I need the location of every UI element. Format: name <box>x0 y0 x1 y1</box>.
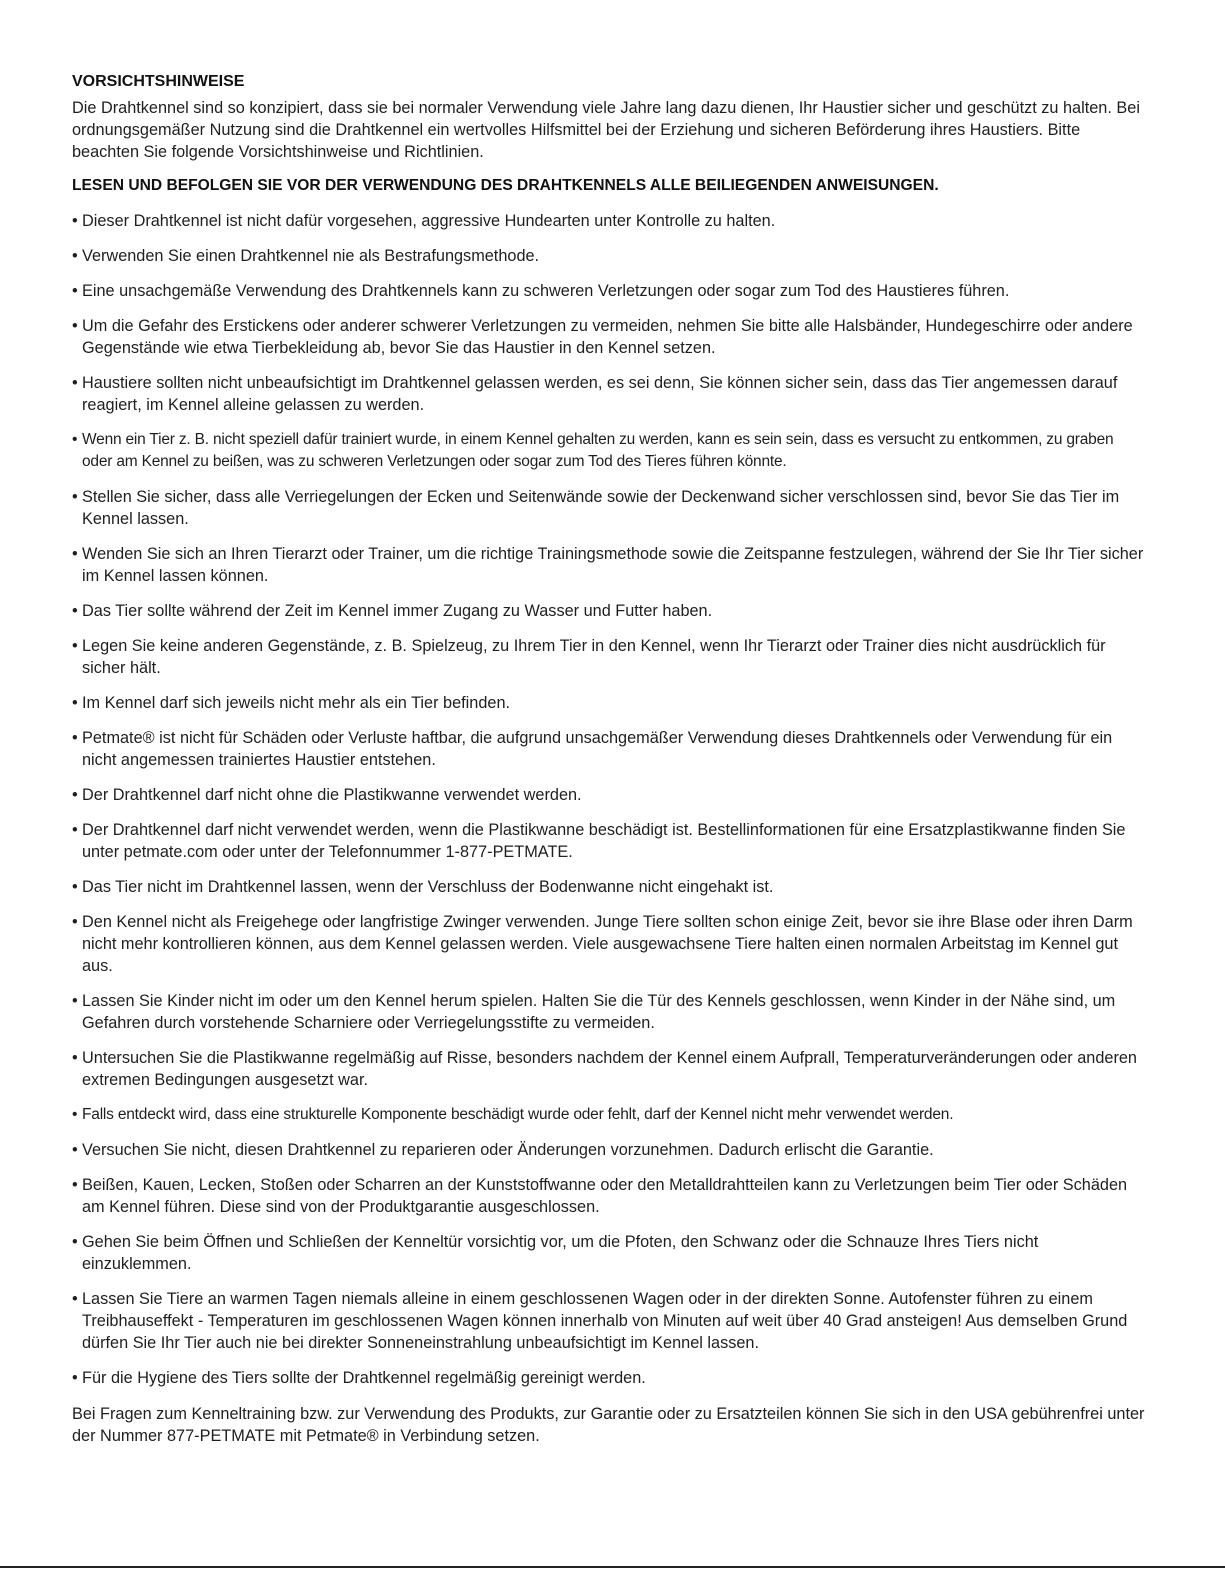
bullet-icon: • <box>72 247 78 265</box>
bullet-icon: • <box>72 1290 78 1308</box>
precaution-text: Lassen Sie Tiere an warmen Tagen niemals alleine in einem geschlossenen Wagen oder in der direkten Sonne. Autofenster führen zu einem Treibhauseffekt - Temperaturen im geschlossenen Wagen können innerhalb von Minuten auf weit über 40 Grad ansteigen! Aus demselben Grund dürfen Sie Ihr Tier auch nie bei direkter Sonneneinstrahlung unbeaufsichtigt im Kennel lassen. <box>82 1290 1128 1352</box>
precaution-text: Verwenden Sie einen Drahtkennel nie als Bestrafungsmethode. <box>82 247 540 265</box>
bullet-icon: • <box>72 1176 78 1194</box>
precaution-item <box>72 280 1147 302</box>
precaution-text: Wenn ein Tier z. B. nicht speziell dafür trainiert wurde, in einem Kennel gehalten zu werden, kann es sein sein, dass es versucht zu entkommen, zu graben oder am Kennel zu beißen, was zu schweren Verletzungen oder sogar zum Tod des Tieres führen könnte. <box>82 431 1114 470</box>
precaution-item <box>72 1231 1147 1275</box>
precaution-item <box>72 911 1147 977</box>
precaution-item <box>72 635 1147 679</box>
precaution-text: Legen Sie keine anderen Gegenstände, z. B. Spielzeug, zu Ihrem Tier in den Kennel, wenn Ihr Tierarzt oder Trainer dies nicht ausdrücklich für sicher hält. <box>82 637 1106 677</box>
precaution-item <box>72 1288 1147 1354</box>
precaution-item <box>72 784 1147 806</box>
document-page <box>72 71 1147 1447</box>
precaution-item <box>72 486 1147 530</box>
precaution-text: Falls entdeckt wird, dass eine strukturelle Komponente beschädigt wurde oder fehlt, darf der Kennel nicht mehr verwendet werden. <box>82 1106 954 1123</box>
precaution-item <box>72 1047 1147 1091</box>
precaution-text: Gehen Sie beim Öffnen und Schließen der Kenneltür vorsichtig vor, um die Pfoten, den Schwanz oder die Schnauze Ihres Tiers nicht einzuklemmen. <box>82 1233 1039 1273</box>
precaution-item <box>72 315 1147 359</box>
precaution-text: Lassen Sie Kinder nicht im oder um den Kennel herum spielen. Halten Sie die Tür des Kennels geschlossen, wenn Kinder in der Nähe sind, um Gefahren durch vorstehende Scharniere oder Verriegelungsstifte zu vermeiden. <box>82 992 1116 1032</box>
instruction-heading: LESEN UND BEFOLGEN SIE VOR DER VERWENDUNG DES DRAHTKENNELS ALLE BEILIEGENDEN ANWEISUNGEN. <box>72 177 939 194</box>
bullet-icon: • <box>72 1106 78 1123</box>
precaution-item <box>72 727 1147 771</box>
bullet-icon: • <box>72 992 78 1010</box>
precaution-item <box>72 1367 1147 1389</box>
bullet-icon: • <box>72 374 78 392</box>
precaution-text: Untersuchen Sie die Plastikwanne regelmäßig auf Risse, besonders nachdem der Kennel einem Aufprall, Temperaturveränderungen oder anderen extremen Bedingungen ausgesetzt war. <box>82 1049 1137 1089</box>
bullet-icon: • <box>72 878 78 896</box>
precaution-item <box>72 990 1147 1034</box>
precaution-text: Petmate® ist nicht für Schäden oder Verluste haftbar, die aufgrund unsachgemäßer Verwendung dieses Drahtkennels oder Verwendung für ein nicht angemessen trainiertes Haustier entstehen. <box>82 729 1113 769</box>
bullet-icon: • <box>72 729 78 747</box>
precaution-item <box>72 210 1147 232</box>
precaution-text: Beißen, Kauen, Lecken, Stoßen oder Scharren an der Kunststoffwanne oder den Metalldrahtteilen kann zu Verletzungen beim Tier oder Schäden am Kennel führen. Diese sind von der Produktgarantie ausgeschlossen. <box>82 1176 1128 1216</box>
closing-paragraph: Bei Fragen zum Kenneltraining bzw. zur Verwendung des Produkts, zur Garantie oder zu Ersatzteilen können Sie sich in den USA gebührenfrei unter der Nummer 877-PETMATE mit Petmate® in Verbindung setzen. <box>72 1405 1145 1445</box>
bullet-icon: • <box>72 545 78 563</box>
precaution-item <box>72 1104 1147 1126</box>
bullet-icon: • <box>72 1369 78 1387</box>
bullet-icon: • <box>72 1049 78 1067</box>
bullet-icon: • <box>72 1233 78 1251</box>
bullet-icon: • <box>72 913 78 931</box>
bullet-icon: • <box>72 786 78 804</box>
precaution-text: Der Drahtkennel darf nicht verwendet werden, wenn die Plastikwanne beschädigt ist. Bestellinformationen für eine Ersatzplastikwanne finden Sie unter petmate.com oder unter der Telefonnummer 1-877-PETMATE. <box>82 821 1126 861</box>
bullet-icon: • <box>72 488 78 506</box>
precaution-text: Den Kennel nicht als Freigehege oder langfristige Zwinger verwenden. Junge Tiere sollten schon einige Zeit, bevor sie ihre Blase oder ihren Darm nicht mehr kontrollieren können, aus dem Kennel gelassen werden. Viele ausgewachsene Tiere halten einen normalen Arbeitstag im Kennel gut aus. <box>82 913 1133 975</box>
precaution-text: Um die Gefahr des Erstickens oder anderer schwerer Verletzungen zu vermeiden, nehmen Sie bitte alle Halsbänder, Hundegeschirre oder andere Gegenstände wie etwa Tierbekleidung ab, bevor Sie das Haustier in den Kennel setzen. <box>82 317 1133 357</box>
precaution-item <box>72 245 1147 267</box>
precaution-item <box>72 1174 1147 1218</box>
bullet-icon: • <box>72 637 78 655</box>
intro-paragraph: Die Drahtkennel sind so konzipiert, dass sie bei normaler Verwendung viele Jahre lang dazu dienen, Ihr Haustier sicher und geschützt zu halten. Bei ordnungsgemäßer Nutzung sind die Drahtkennel ein wertvolles Hilfsmittel bei der Erziehung und sicheren Beförderung ihres Haustiers. Bitte beachten Sie folgende Vorsichtshinweise und Richtlinien. <box>72 99 1140 161</box>
bullet-icon: • <box>72 317 78 335</box>
precaution-item <box>72 429 1147 473</box>
bullet-icon: • <box>72 1141 78 1159</box>
precaution-text: Stellen Sie sicher, dass alle Verriegelungen der Ecken und Seitenwände sowie der Deckenwand sicher verschlossen sind, bevor Sie das Tier im Kennel lassen. <box>82 488 1120 528</box>
precaution-item <box>72 819 1147 863</box>
precaution-text: Das Tier sollte während der Zeit im Kennel immer Zugang zu Wasser und Futter haben. <box>82 602 713 620</box>
precaution-text: Haustiere sollten nicht unbeaufsichtigt im Drahtkennel gelassen werden, es sei denn, Sie können sicher sein, dass das Tier angemessen darauf reagiert, im Kennel alleine gelassen zu werden. <box>82 374 1118 414</box>
bullet-icon: • <box>72 694 78 712</box>
bullet-icon: • <box>72 282 78 300</box>
precaution-text: Versuchen Sie nicht, diesen Drahtkennel zu reparieren oder Änderungen vorzunehmen. Dadurch erlischt die Garantie. <box>82 1141 934 1159</box>
page-bottom-rule <box>0 1566 1225 1568</box>
section-heading: VORSICHTSHINWEISE <box>72 73 245 90</box>
precaution-text: Wenden Sie sich an Ihren Tierarzt oder Trainer, um die richtige Trainingsmethode sowie die Zeitspanne festzulegen, während der Sie Ihr Tier sicher im Kennel lassen können. <box>82 545 1144 585</box>
bullet-icon: • <box>72 431 78 448</box>
precaution-item <box>72 600 1147 622</box>
precaution-text: Dieser Drahtkennel ist nicht dafür vorgesehen, aggressive Hundearten unter Kontrolle zu halten. <box>82 212 776 230</box>
precaution-item <box>72 543 1147 587</box>
bullet-icon: • <box>72 212 78 230</box>
precaution-list <box>72 210 1147 1389</box>
precaution-item <box>72 876 1147 898</box>
precaution-text: Der Drahtkennel darf nicht ohne die Plastikwanne verwendet werden. <box>82 786 582 804</box>
precaution-item <box>72 1139 1147 1161</box>
precaution-text: Das Tier nicht im Drahtkennel lassen, wenn der Verschluss der Bodenwanne nicht eingehakt ist. <box>82 878 774 896</box>
precaution-text: Eine unsachgemäße Verwendung des Drahtkennels kann zu schweren Verletzungen oder sogar zum Tod des Haustieres führen. <box>82 282 1010 300</box>
bullet-icon: • <box>72 821 78 839</box>
precaution-text: Im Kennel darf sich jeweils nicht mehr als ein Tier befinden. <box>82 694 511 712</box>
precaution-text: Für die Hygiene des Tiers sollte der Drahtkennel regelmäßig gereinigt werden. <box>82 1369 646 1387</box>
precaution-item <box>72 372 1147 416</box>
precaution-item <box>72 692 1147 714</box>
bullet-icon: • <box>72 602 78 620</box>
